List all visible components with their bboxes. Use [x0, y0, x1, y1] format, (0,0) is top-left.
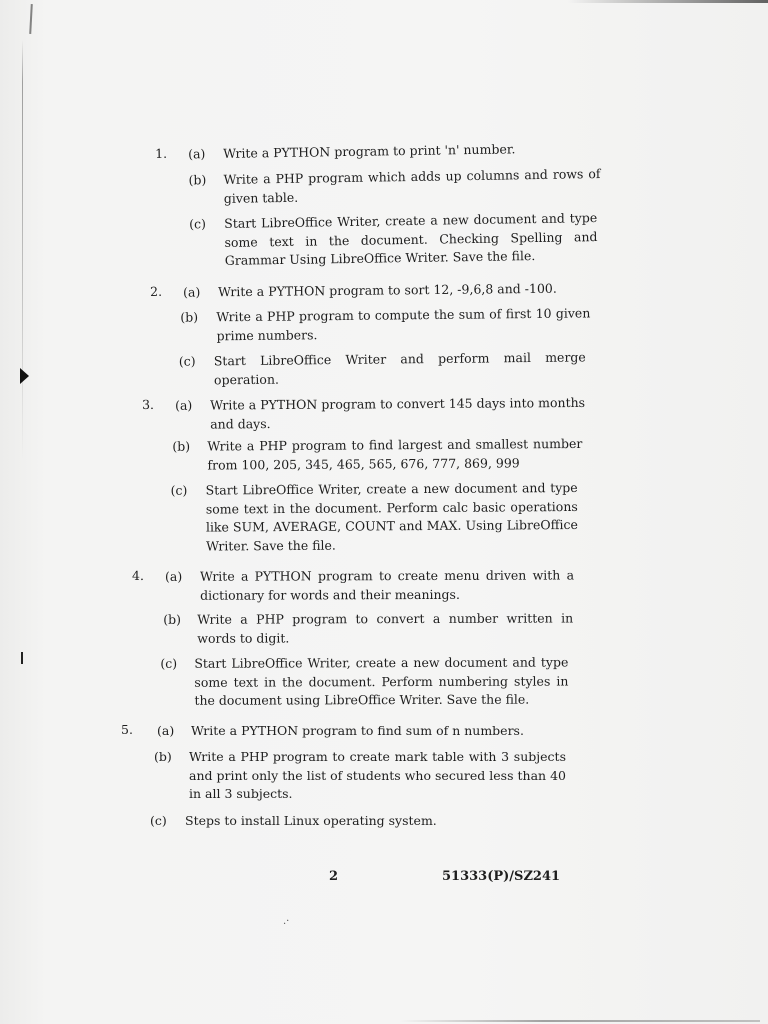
part-text: Write a PHP program which adds up columns and rows of given table. — [223, 166, 601, 206]
question-3-part-a — [175, 394, 586, 432]
question-3-part-b — [172, 435, 583, 473]
page-number: 2 — [329, 869, 339, 884]
part-text: Write a PYTHON program to create menu driven with a dictionary for words and their meanings. — [200, 567, 575, 603]
part-label: (c) — [150, 813, 167, 828]
part-label: (c) — [178, 353, 196, 369]
part-text: Write a PYTHON program to convert 145 days into months and days. — [210, 394, 586, 432]
part-label: (a) — [188, 146, 206, 162]
part-label: (b) — [163, 611, 181, 627]
paper-code: 51333(P)/SZ241 — [442, 869, 561, 884]
question-2-part-c — [178, 348, 589, 387]
question-number: 2. — [150, 283, 163, 299]
part-label: (a) — [165, 568, 183, 584]
part-label: (c) — [160, 655, 178, 671]
part-label: (b) — [154, 749, 172, 764]
question-3-part-c — [170, 479, 581, 554]
part-label: (a) — [183, 284, 201, 300]
question-4-part-c — [160, 653, 572, 708]
question-number: 5. — [121, 722, 133, 737]
part-text: Write a PHP program to compute the sum of first 10 given prime numbers. — [216, 305, 591, 343]
question-4-part-b — [163, 609, 574, 646]
stray-mark: .· — [283, 916, 290, 927]
part-label: (a) — [157, 723, 175, 738]
question-number: 4. — [132, 567, 144, 583]
question-1-part-c — [189, 209, 601, 268]
question-number: 3. — [142, 396, 155, 412]
part-text: Start LibreOffice Writer and perform mail merge operation. — [213, 349, 586, 387]
question-1-part-a — [188, 140, 568, 162]
question-4-part-a — [165, 566, 575, 603]
part-text: Write a PHP program to convert a number written in words to digit. — [197, 610, 574, 646]
question-1-part-b — [188, 165, 601, 206]
question-2-part-b — [180, 304, 591, 343]
part-text: Start LibreOffice Writer, create a new document and type some text in the document. Perform calc basic operations like SUM, AVERAGE, COUNT and MAX. Using LibreOffice Writer. Save the file. — [205, 479, 578, 554]
part-text: Write a PYTHON program to find sum of n numbers. — [191, 723, 524, 738]
part-label: (b) — [188, 172, 207, 188]
part-text: Write a PYTHON program to print 'n' number. — [223, 141, 516, 161]
question-2-part-a — [183, 280, 563, 300]
part-text: Write a PHP program to create mark table with 3 subjects and print only the list of students who secured less than 40 in all 3 subjects. — [189, 749, 566, 801]
part-label: (c) — [189, 216, 207, 232]
part-label: (b) — [172, 438, 191, 454]
part-text: Steps to install Linux operating system. — [185, 813, 437, 828]
question-number: 1. — [155, 145, 168, 161]
part-text: Start LibreOffice Writer, create a new document and type some text in the document. Perform numbering styles in the document using LibreOffice Writer. Save the file. — [194, 654, 569, 708]
part-text: Write a PYTHON program to sort 12, -9,6,8 and -100. — [218, 280, 557, 300]
part-label: (c) — [170, 482, 188, 498]
part-label: (b) — [180, 309, 199, 325]
part-text: Write a PHP program to find largest and smallest number from 100, 205, 345, 465, 565, 676, 777, 869, 999 — [207, 435, 583, 473]
part-text: Start LibreOffice Writer, create a new document and type some text in the document. Checking Spelling and Grammar Using LibreOffice Writer. Save the file. — [224, 210, 598, 268]
part-label: (a) — [175, 397, 193, 413]
